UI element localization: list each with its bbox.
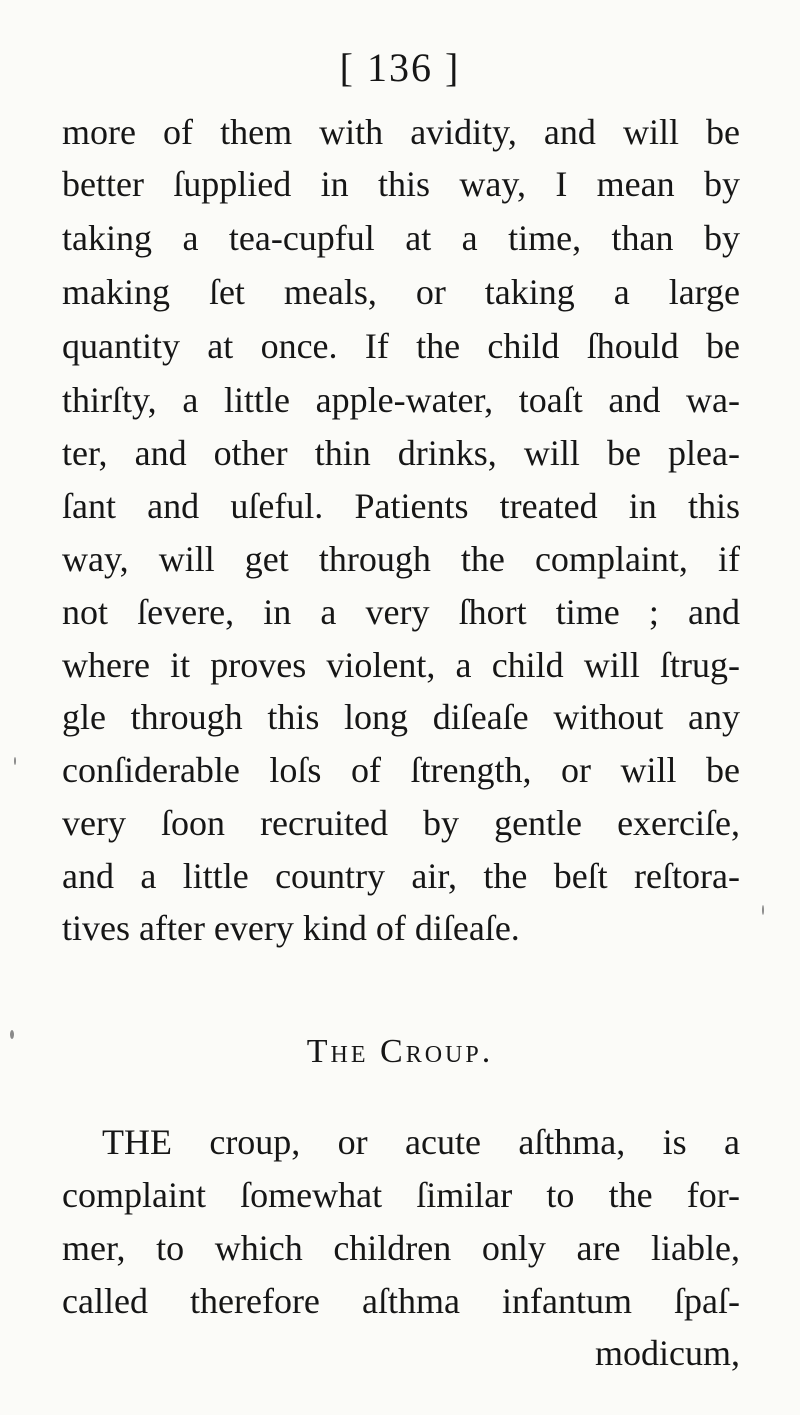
text-line: quantity at once. If the child ſhould be — [62, 326, 740, 366]
catchword-line: modicum, — [595, 1333, 740, 1373]
text-line: more of them with avidity, and will be — [62, 112, 740, 152]
text-line: gle through this long diſeaſe without any — [62, 697, 740, 737]
page-number-header: [ 136 ] — [339, 45, 461, 90]
paper-speck — [14, 757, 16, 765]
text-line: way, will get through the complaint, if — [62, 539, 740, 579]
text-line: better ſupplied in this way, I mean by — [62, 164, 740, 204]
text-line: called therefore aſthma infantum ſpaſ- — [62, 1281, 740, 1321]
text-line: very ſoon recruited by gentle exerciſe, — [62, 803, 740, 843]
text-line: not ſevere, in a very ſhort time ; and — [62, 592, 740, 632]
paper-speck — [762, 905, 764, 915]
paper-speck — [10, 1030, 14, 1039]
text-line: conſiderable loſs of ſtrength, or will be — [62, 750, 740, 790]
text-line: THE croup, or acute aſthma, is a — [102, 1122, 740, 1162]
text-line: and a little country air, the beſt reſtora- — [62, 856, 740, 896]
text-line: thirſty, a little apple-water, toaſt and wa- — [62, 380, 740, 420]
section-heading: The Croup. — [306, 1033, 494, 1070]
text-line: complaint ſomewhat ſimilar to the for- — [62, 1175, 740, 1215]
text-line: taking a tea-cupful at a time, than by — [62, 218, 740, 258]
text-line: mer, to which children only are liable, — [62, 1228, 740, 1268]
text-line: ſant and uſeful. Patients treated in this — [62, 486, 740, 526]
text-line: making ſet meals, or taking a large — [62, 272, 740, 312]
text-line: where it proves violent, a child will ſtrug- — [62, 645, 740, 685]
text-line: ter, and other thin drinks, will be plea- — [62, 433, 740, 473]
text-line-last: tives after every kind of diſeaſe. — [62, 908, 520, 948]
